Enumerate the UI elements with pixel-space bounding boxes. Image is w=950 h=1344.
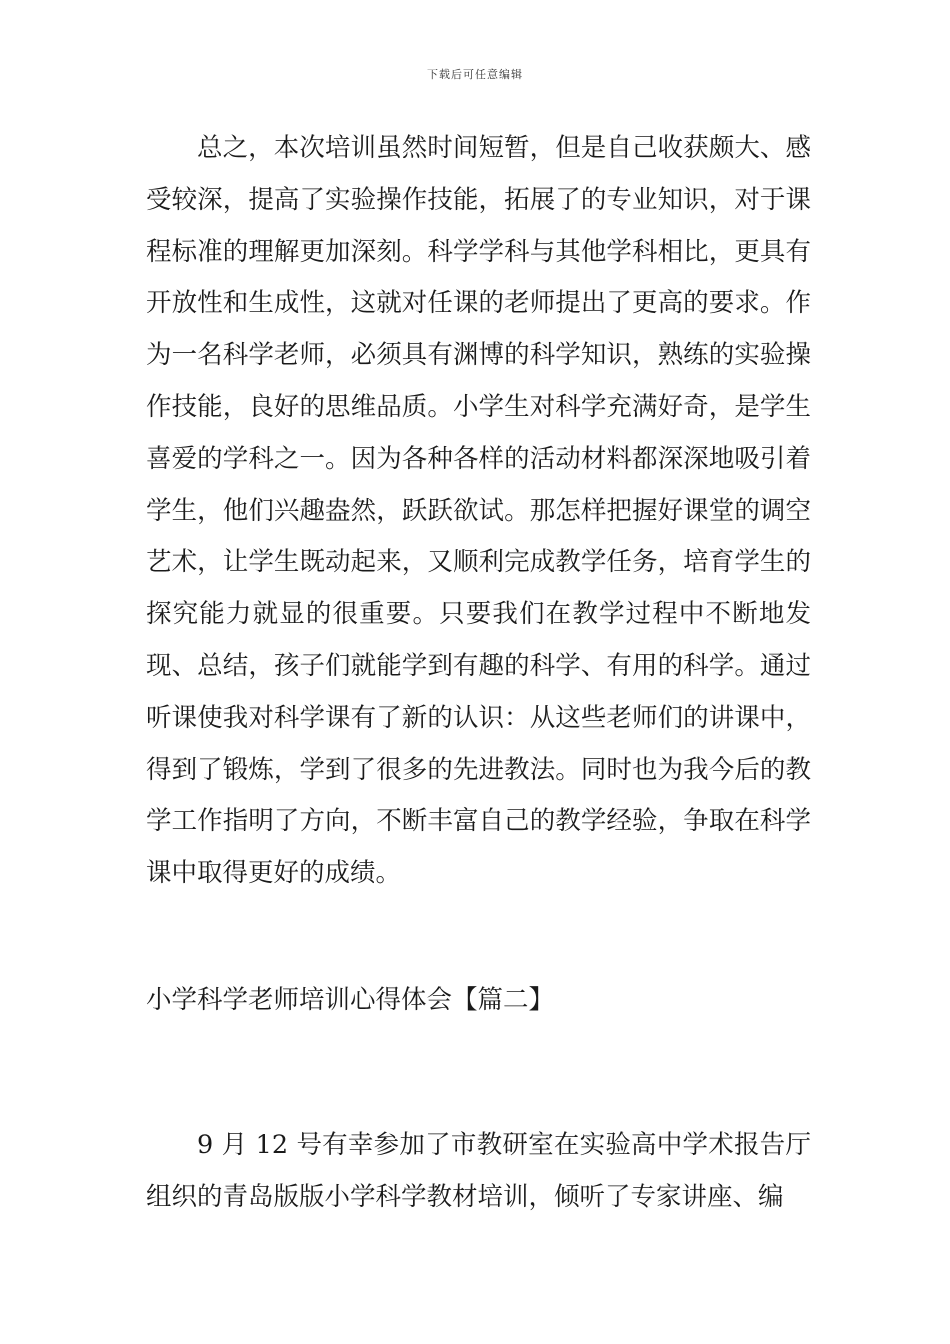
- body-paragraph: 9 月 12 号有幸参加了市教研室在实验高中学术报告厅组织的青岛版版小学科学教材培训，倾听了专家讲座、编: [146, 1130, 811, 1212]
- page-header: 下载后可任意编辑: [427, 68, 523, 81]
- section-title: 小学科学老师培训心得体会【篇二】: [146, 985, 555, 1015]
- body-paragraph: 总之，本次培训虽然时间短暂，但是自己收获颇大、感受较深，提高了实验操作技能，拓展了的专业知识，对于课程标准的理解更加深刻。科学学科与其他学科相比，更具有开放性和生成性，这就对任课的老师提出了更高的要求。作为一名科学老师，必须具有渊博的科学知识，熟练的实验操作技能，良好的思维品质。小学生对科学充满好奇，是学生喜爱的学科之一。因为各种各样的活动材料都深深地吸引着学生，他们兴趣盎然，跃跃欲试。那怎样把握好课堂的调空艺术，让学生既动起来，又顺利完成教学任务，培育学生的探究能力就显的很重要。只要我们在教学过程中不断地发现、总结，孩子们就能学到有趣的科学、有用的科学。通过听课使我对科学课有了新的认识：从这些老师们的讲课中，得到了锻炼，学到了很多的先进教法。同时也为我今后的教学工作指明了方向，不断丰富自己的教学经验，争取在科学课中取得更好的成绩。: [146, 133, 811, 889]
